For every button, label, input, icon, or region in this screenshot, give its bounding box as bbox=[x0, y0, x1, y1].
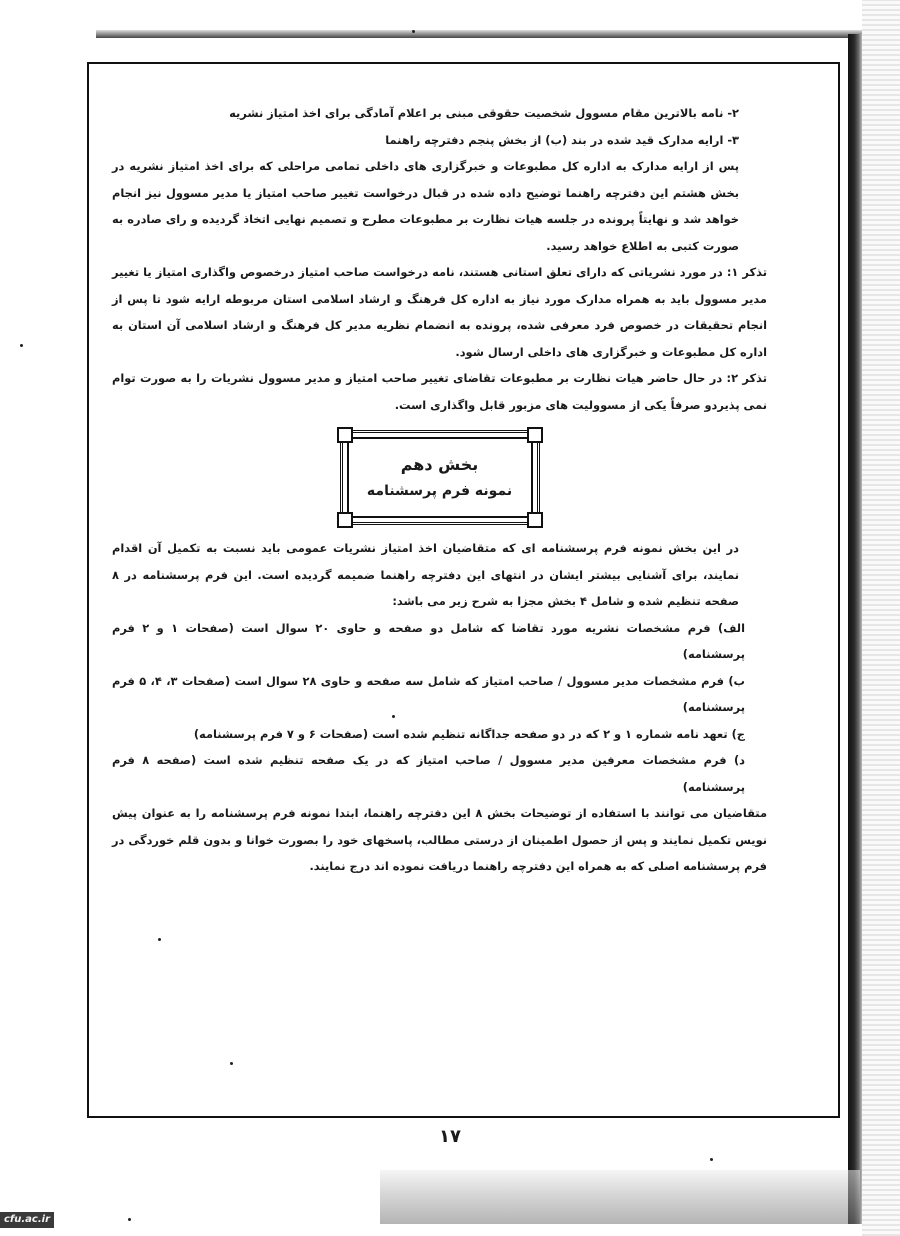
page-number: ۱۷ bbox=[439, 1126, 461, 1147]
list-item-b: ب) فرم مشخصات مدیر مسوول / صاحب امتیاز که شامل سه صفحه و حاوی ۲۸ سوال است (صفحات ۳، ۴، ۵ فرم پرسشنامه) bbox=[112, 673, 745, 714]
document-body bbox=[112, 100, 767, 880]
scan-speck bbox=[128, 1218, 131, 1221]
note-1: تذکر ۱: در مورد نشریاتی که دارای تعلق استانی هستند، نامه درخواست صاحب امتیاز درخصوص واگذاری امتیاز یا تغییر مدیر مسوول باید به همراه مدارک مورد نیاز به اداره کل فرهنگ و ارشاد اسلامی استان مربوطه ارایه شود تا پس از انجام تحقیقات در خصوص فرد معرفی شده، پرونده به انضمام نظریه مدیر کل فرهنگ و ارشاد اسلامی آن استان به اداره کل مطبوعات و خبرگزاری های داخلی ارسال شود. bbox=[112, 265, 767, 359]
scan-edge-noise bbox=[862, 0, 900, 1236]
note-2: تذکر ۲: در حال حاضر هیات نظارت بر مطبوعات تقاضای تغییر صاحب امتیاز و مدیر مسوول نشریات را به صورت توام نمی پذیردو صرفاً یکی از مسوولیت های مزبور قابل واگذاری است. bbox=[112, 371, 767, 412]
site-watermark: cfu.ac.ir bbox=[0, 1212, 54, 1228]
paragraph-form-intro: در این بخش نمونه فرم پرسشنامه ای که متقاضیان اخذ امتیاز نشریات عمومی باید نسبت به تکمیل آن اقدام نمایند، برای آشنایی بیشتر ایشان در انتهای این دفترچه راهنما ضمیمه گردیده است. این فرم پرسشنامه در ۸ صفحه تنظیم شده و شامل ۴ بخش مجزا به شرح زیر می باشد: bbox=[112, 541, 739, 608]
scan-shadow-top bbox=[96, 30, 862, 38]
scan-speck bbox=[230, 1062, 233, 1065]
scan-speck bbox=[392, 715, 395, 718]
paragraph-instructions: متقاضیان می توانند با استفاده از توضیحات بخش ۸ این دفترچه راهنما، ابتدا نمونه فرم پرسشنامه را به عنوان پیش نویس تکمیل نمایند و پس از حصول اطمینان از درستی مطالب، پاسخهای خود را بصورت خوانا و بدون قلم خوردگی در فرم پرسشنامه اصلی که به همراه این دفترچه راهنما دریافت نموده اند درج نمایند. bbox=[112, 806, 767, 873]
list-item-a: الف) فرم مشخصات نشریه مورد تقاضا که شامل دو صفحه و حاوی ۲۰ سوال است (صفحات ۱ و ۲ فرم پرسشنامه) bbox=[112, 620, 745, 661]
list-item-d: د) فرم مشخصات معرفین مدیر مسوول / صاحب امتیاز که در یک صفحه تنظیم شده است (صفحه ۸ فرم پرسشنامه) bbox=[112, 753, 745, 794]
scan-shadow-bottom bbox=[380, 1170, 860, 1224]
ornament-corner bbox=[337, 512, 353, 528]
scan-speck bbox=[412, 30, 415, 33]
section-subtitle: نمونه فرم پرسشنامه bbox=[366, 482, 513, 499]
list-item-c: ج) تعهد نامه شماره ۱ و ۲ که در دو صفحه جداگانه تنظیم شده است (صفحات ۶ و ۷ فرم پرسشنامه) bbox=[193, 726, 745, 741]
paragraph-change-process: پس از ارایه مدارک به اداره کل مطبوعات و خبرگزاری های داخلی تمامی مراحلی که برای اخذ امتیاز نشریه در بخش هشتم این دفترچه راهنما توضیح داده شده در قبال درخواست تغییر صاحب امتیاز یا مدیر مسوول نیز انجام خواهد شد و نهایتاً پرونده در جلسه هیات نظارت بر مطبوعات مطرح و تصمیم نهایی اتخاذ گردیده و رای صادره به صورت کتبی به اطلاع خواهد رسید. bbox=[112, 159, 739, 253]
scan-speck bbox=[710, 1158, 713, 1161]
intro-line-1: ۲- نامه بالاترین مقام مسوول شخصیت حقوقی مبنی بر اعلام آمادگی برای اخذ امتیاز نشریه bbox=[229, 106, 739, 120]
section-title: بخش دهم bbox=[400, 454, 479, 474]
scan-speck bbox=[158, 938, 161, 941]
scan-speck bbox=[20, 344, 23, 347]
section-title-box bbox=[340, 430, 540, 525]
intro-line-2: ۳- ارایه مدارک قید شده در بند (ب) از بخش پنجم دفترچه راهنما bbox=[385, 132, 739, 147]
ornament-corner bbox=[337, 427, 353, 443]
ornament-corner bbox=[527, 427, 543, 443]
ornament-corner bbox=[527, 512, 543, 528]
scan-shadow-right bbox=[848, 34, 862, 1224]
